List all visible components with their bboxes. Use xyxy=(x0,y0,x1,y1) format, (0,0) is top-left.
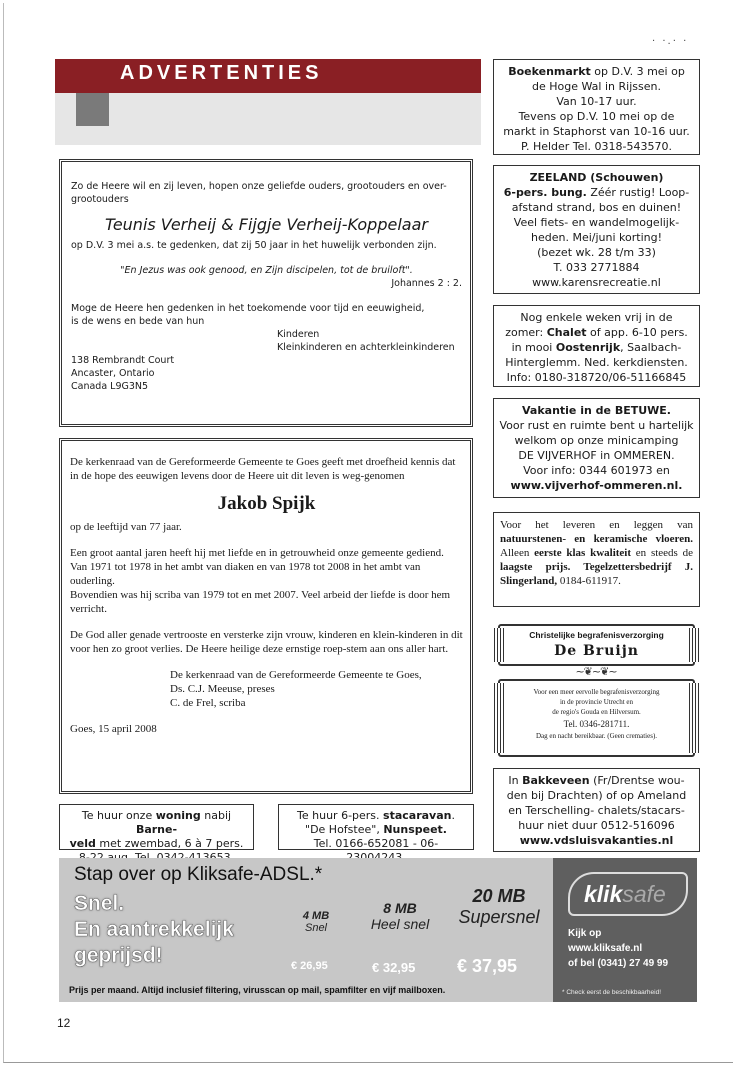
ad-bold: Chalet xyxy=(546,326,587,339)
spijk-name: Jakob Spijk xyxy=(217,493,316,514)
ad-betuwe xyxy=(493,398,700,498)
spijk-paragraph: Een groot aantal jaren heeft hij met liefde en in getrouwheid onze gemeente gediend. Van 1971 tot 1978 in het ambt van diaken en van 1978 tot 2008 in het ambt van ouderling. xyxy=(70,547,444,587)
ad-link: www.vdsluisvakanties.nl xyxy=(519,834,674,847)
ad-text: Info: 0180-318720/06-51166845 xyxy=(506,371,687,384)
verheij-intro: Zo de Heere wil en zij leven, hopen onze geliefde ouders, grootouders en over-grootouders xyxy=(71,181,447,205)
plan-price: € 37,95 xyxy=(457,956,518,976)
kliksafe-slogan: Snel. xyxy=(74,892,125,915)
ad-text: en Terschelling- chalets/stacars- xyxy=(508,804,685,817)
ad-link: www.karensrecreatie.nl xyxy=(532,276,661,289)
ad-text: "De Hofstee", xyxy=(305,823,384,836)
page-number: 12 xyxy=(57,1016,71,1030)
ad-text: welkom op onze minicamping xyxy=(514,434,679,447)
kliksafe-logo xyxy=(568,872,688,916)
ad-slingerland xyxy=(493,512,700,607)
spijk-intro: De kerkenraad van de Gereformeerde Gemeente te Goes geeft met droefheid kennis dat in de hope des eeuwigen levens door de Heere uit dit leven is weg-genomen xyxy=(70,456,456,482)
spijk-sign: C. de Frel, scriba xyxy=(170,697,246,709)
ad-text: Voor een meer eervolle begrafenisverzorging xyxy=(533,688,660,696)
ad-text: 0184-611917. xyxy=(557,575,621,587)
ad-text: T. 033 2771884 xyxy=(553,261,640,274)
verheij-line: op D.V. 3 mei a.s. te gedenken, dat zij 50 jaar in het huwelijk verbonden zijn. xyxy=(71,240,437,251)
ad-bold: eerste klas kwaliteit xyxy=(534,547,632,559)
ad-bold: stacaravan xyxy=(383,809,452,822)
kliksafe-info: Kijk op xyxy=(568,928,602,939)
verheij-wish: is de wens en bede van hun xyxy=(71,316,205,327)
ad-text: Nog enkele weken vrij in de xyxy=(520,311,673,324)
ad-text: op D.V. 3 mei op xyxy=(590,65,685,78)
plan-20mb xyxy=(444,886,554,928)
ad-text: of app. 6-10 pers. xyxy=(586,326,688,339)
ad-text: (bezet wk. 28 t/m 33) xyxy=(537,246,656,259)
kliksafe-footer: Prijs per maand. Altijd inclusief filtering, virusscan op mail, spamfilter en vijf mailboxen. xyxy=(69,985,446,995)
logo-text: safe xyxy=(622,881,666,907)
ad-woning xyxy=(59,804,254,850)
kliksafe-slogan: En aantrekkelijk xyxy=(74,918,234,941)
plan-8mb xyxy=(355,900,445,932)
scroll-ornament-icon xyxy=(494,628,504,662)
kliksafe-headline: Stap over op Kliksafe-ADSL.* xyxy=(74,864,323,885)
verheij-names: Teunis Verheij & Fijgje Verheij-Koppelaar xyxy=(105,215,428,234)
ad-spijk-obituary xyxy=(59,438,473,794)
ad-text: Voor het leveren en leggen van xyxy=(500,519,693,531)
ad-bold: Oostenrijk xyxy=(555,341,621,354)
ad-text: in mooi xyxy=(511,341,556,354)
plan-label: Supersnel xyxy=(458,907,540,927)
header-gray-square xyxy=(76,93,109,126)
ad-bold: natuurstenen- en keramische vloeren. xyxy=(500,533,693,545)
ad-text: Te huur 6-pers. xyxy=(297,809,384,822)
scroll-ornament-icon xyxy=(494,683,504,753)
logo-text: klik xyxy=(584,881,623,907)
ad-text: Alleen xyxy=(500,547,535,559)
bruijn-name: De Bruijn xyxy=(554,643,639,659)
verheij-quote: "En Jezus was ook genood, en Zijn discipelen, tot de bruiloft". xyxy=(120,265,413,276)
plan-price: € 32,95 xyxy=(372,960,416,975)
ad-text: DE VIJVERHOF in OMMEREN. xyxy=(518,449,675,462)
plan-label: Heel snel xyxy=(370,916,430,932)
ad-text: In xyxy=(508,774,523,787)
ad-text: Zéér rustig! Loop- xyxy=(586,186,690,199)
ad-boekenmarkt-title: Boekenmarkt xyxy=(508,65,591,78)
ad-bold: 6-pers. bung. xyxy=(503,186,587,199)
ad-text: Hinterglemm. Ned. kerkdiensten. xyxy=(505,356,688,369)
ad-boekenmarkt xyxy=(493,59,700,155)
ad-text: heden. Mei/juni korting! xyxy=(531,231,662,244)
spijk-age: op de leeftijd van 77 jaar. xyxy=(70,521,182,533)
bruijn-body-frame xyxy=(498,679,695,757)
kliksafe-slogan: geprijsd! xyxy=(74,944,163,967)
spijk-date: Goes, 15 april 2008 xyxy=(70,723,157,735)
ad-text: Tel. 0166-652081 - 06- xyxy=(313,837,439,850)
ad-de-bruijn xyxy=(496,624,697,760)
plan-mb: 8 MB xyxy=(383,900,417,916)
plan-mb: 20 MB xyxy=(472,886,526,906)
ad-zeeland xyxy=(493,165,700,294)
ad-text: P. Helder Tel. 0318-543570. xyxy=(521,140,672,153)
ad-bold: Barne- xyxy=(135,823,178,836)
ad-bold: veld xyxy=(69,837,96,850)
ad-stacaravan xyxy=(278,804,474,850)
ad-chalet xyxy=(493,305,700,387)
ad-text: (Fr/Drentse wou- xyxy=(589,774,685,787)
bruijn-header-frame xyxy=(498,624,695,666)
ad-text: Voor info: 0344 601973 en xyxy=(523,464,670,477)
ad-link: www.vijverhof-ommeren.nl. xyxy=(510,479,683,492)
ad-text: . xyxy=(451,809,455,822)
ad-text: den bij Drachten) of op Ameland xyxy=(506,789,687,802)
verheij-ref: Johannes 2 : 2. xyxy=(391,278,462,289)
plan-label: Snel xyxy=(304,922,328,934)
bruijn-header: Christelijke begrafenisverzorging xyxy=(529,630,664,640)
ad-text: Voor rust en ruimte bent u hartelijk xyxy=(499,419,694,432)
verheij-address: Canada L9G3N5 xyxy=(71,381,149,392)
scan-specks: · ·.· · xyxy=(652,36,689,47)
ad-bold: Nunspeet. xyxy=(383,823,447,836)
kliksafe-phone: of bel (0341) 27 49 99 xyxy=(568,958,669,969)
kliksafe-note: * Check eerst de beschikbaarheid! xyxy=(562,989,662,996)
ad-text: huur niet duur 0512-516096 xyxy=(518,819,675,832)
verheij-wish: Moge de Heere hen gedenken in het toekomende voor tijd en eeuwigheid, xyxy=(71,303,425,314)
ad-bakkeveen xyxy=(493,768,700,852)
ad-betuwe-title: Vakantie in de BETUWE. xyxy=(522,404,671,417)
ad-text: Van 10-17 uur. xyxy=(556,95,637,108)
spijk-paragraph: De God aller genade vertrooste en versterke zijn vrouw, kinderen en klein-kinderen in dit voor hen zo groot verlies. De Heere heilige deze ernstige roep-stem aan ons aller hart. xyxy=(70,629,463,655)
ad-bold: woning xyxy=(155,809,201,822)
scroll-ornament-icon xyxy=(689,683,699,753)
ad-text: nabij xyxy=(200,809,232,822)
plan-4mb xyxy=(281,910,351,934)
ad-bold: laagste prijs. Tegelzettersbedrijf J. Slingerland, xyxy=(500,561,693,587)
ad-text: en steeds de xyxy=(631,547,693,559)
verheij-address: Ancaster, Ontario xyxy=(71,368,155,379)
kliksafe-contact xyxy=(568,926,668,971)
section-title: ADVERTENTIES xyxy=(120,62,323,84)
scroll-ornament-icon xyxy=(689,628,699,662)
spijk-paragraph: Bovendien was hij scriba van 1979 tot en met 2007. Veel arbeid der liefde is door hem verricht. xyxy=(70,589,451,615)
ad-text: markt in Staphorst van 10-16 uur. xyxy=(503,125,690,138)
ad-text: Dag en nacht bereikbaar. (Geen crematies). xyxy=(535,732,658,740)
ad-text: Veel fiets- en wandelmogelijk- xyxy=(513,216,680,229)
ad-text: in de provincie Utrecht en xyxy=(559,698,634,706)
kliksafe-url: www.kliksafe.nl xyxy=(568,943,643,954)
plan-price: € 26,95 xyxy=(291,960,328,972)
verheij-sign: Kleinkinderen en achterkleinkinderen xyxy=(277,342,455,353)
plan-mb: 4 MB xyxy=(302,910,330,922)
ad-text: afstand strand, bos en duinen! xyxy=(511,201,682,214)
ad-zeeland-title: ZEELAND (Schouwen) xyxy=(529,171,664,184)
ad-verheij-anniversary xyxy=(59,159,473,427)
header-gray-band xyxy=(55,93,481,145)
ad-text: , Saalbach- xyxy=(620,341,682,354)
floral-ornament-icon: ~❦~❦~ xyxy=(575,665,617,678)
ad-text: de regio's Gouda en Hilversum. xyxy=(552,708,641,716)
ad-text: Tevens op D.V. 10 mei op de xyxy=(518,110,675,123)
bruijn-tel: Tel. 0346-281711. xyxy=(563,719,630,729)
ad-text: met zwembad, 6 à 7 pers. xyxy=(95,837,244,850)
ad-bold: Bakkeveen xyxy=(522,774,590,787)
ad-text: zomer: xyxy=(505,326,547,339)
ad-text: de Hoge Wal in Rijssen. xyxy=(532,80,661,93)
spijk-sign: Ds. C.J. Meeuse, preses xyxy=(170,683,275,695)
verheij-sign: Kinderen xyxy=(277,329,320,340)
verheij-address: 138 Rembrandt Court xyxy=(71,355,175,366)
spijk-sign: De kerkenraad van de Gereformeerde Gemeente te Goes, xyxy=(170,669,422,681)
ad-text: Te huur onze xyxy=(81,809,156,822)
